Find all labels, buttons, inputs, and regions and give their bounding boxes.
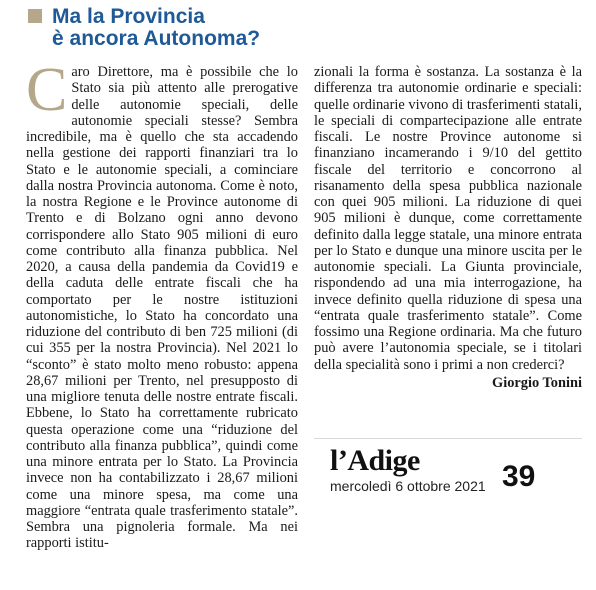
- article-headline: [28, 6, 308, 50]
- article-column-right: [314, 64, 582, 391]
- article-text-left: aro Direttore, ma è possibile che lo Stato sia più attento alle prerogative delle autonomie speciali, delle autonomie speciali stesse? Sembra incredibile, ma è quello che sta accadendo nella gestione dei rapporti finanziari tra lo Stato e le autonomie speciali, a cominciare dalla nostra Provincia autonoma. Come è noto, la nostra Regione e le Province autonome di Trento e di Bolzano ogni anno devono corrispondere allo Stato 905 milioni di euro come contributo alla finanza pubblica. Nel 2020, a causa della pandemia da Covid19 e della caduta delle entrate fiscali che ha comportato per le nostre istituzioni autonomistiche, lo Stato ha concordato una riduzione del contributo di ben 725 milioni (di cui 355 per la nostra Provincia). Nel 2021 lo “sconto” è stato molto meno robusto: appena 28,67 milioni per Trento, nel presupposto di una migliore tenuta delle nostre entrate fiscali. Ebbene, lo Stato ha correttamente rubricato questa operazione come una “riduzione del contributo alla finanza pubblica”, quindi come una minore entrata per lo Stato. La Provincia invece non ha contabilizzato i 28,67 milioni come una minore spesa, ma come una maggiore “entrata quale trasferimento statale”. Sembra una pignoleria formale. Ma nei rapporti istitu-: [26, 64, 298, 552]
- newspaper-masthead: l’Adige: [330, 444, 420, 477]
- author-signature: Giorgio Tonini: [492, 374, 582, 391]
- headline-line-2: è ancora Autonoma?: [52, 27, 261, 50]
- headline-line-1: Ma la Provincia: [52, 5, 205, 28]
- issue-date: mercoledì 6 ottobre 2021: [330, 478, 486, 494]
- headline-square-icon: [28, 9, 42, 23]
- article-column-left: [26, 56, 298, 552]
- page-number: 39: [502, 460, 536, 493]
- drop-cap: C: [26, 56, 68, 124]
- footer-divider: [314, 438, 582, 439]
- article-text-right: zionali la forma è sostanza. La sostanza è la differenza tra autonomie ordinarie e speciali: quelle ordinarie vivono di trasferimenti statali, le speciali di compartecipazione alle entrate fiscali. Le nostre Province autonome si finanziano incamerando i 9/10 del gettito fiscale del territorio e concorrono al risanamento della spesa pubblica nazionale con quei 905 milioni. La riduzione di quei 905 milioni è dunque, come correttamente definito dalla legge statale, una minore entrata per lo Stato e dunque una minore uscita per le autonomie speciali. La Giunta provinciale, rispondendo ad una mia interrogazione, ha invece definito quella riduzione di spesa una “entrata quale trasferimento statale”. Come fossimo una Regione ordinaria. Ma che futuro può avere l’autonomia speciale, se i titolari della specialità sono i primi a non crederci?: [314, 64, 582, 373]
